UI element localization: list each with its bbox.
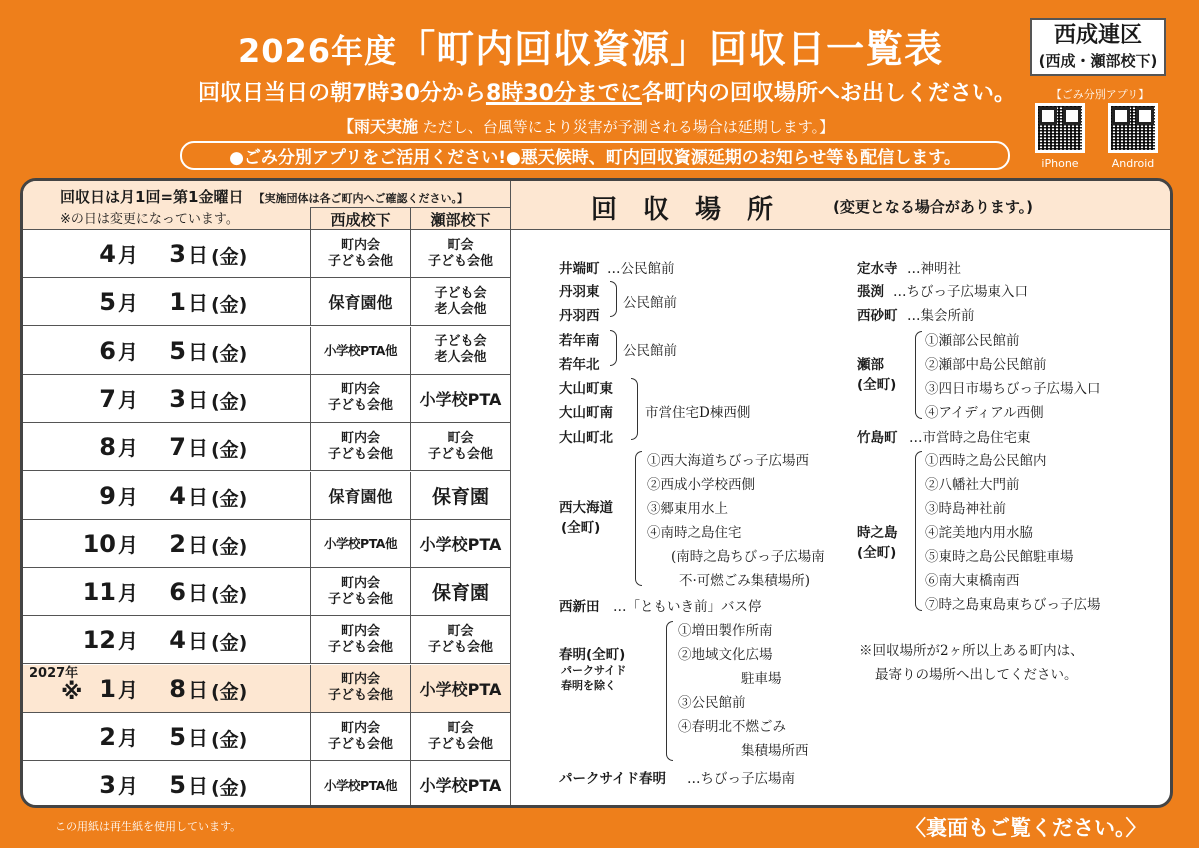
weekday: (金) <box>211 294 248 317</box>
weekday: (金) <box>211 342 248 365</box>
day: 2 日 <box>169 529 208 558</box>
locations-note: (変更となる場合があります。) <box>833 198 1034 216</box>
year-label: 2027年 <box>29 665 79 681</box>
table-row <box>23 327 510 375</box>
month: 10 月 <box>82 529 138 558</box>
day: 4 日 <box>169 626 208 655</box>
month: 9 月 <box>99 481 138 510</box>
locations-header <box>511 181 1173 230</box>
weekday: (金) <box>211 390 248 413</box>
weekday: (金) <box>211 632 248 655</box>
qr-code-icon[interactable] <box>1108 103 1158 153</box>
day: 5 日 <box>169 336 208 365</box>
table-row <box>23 761 510 808</box>
table-row <box>23 665 510 713</box>
sebe-group: 小学校PTA <box>410 665 510 712</box>
day: 8 日 <box>169 674 208 703</box>
main-card: 回収日は月1回=第1金曜日 【実施団体は各ご町内へご確認ください。】 ※の日は変更になっています。 西成校下 瀬部校下 4 月 3 日 (金) 町内会 子ども会他 町会 子ども会他 5 月 1 日 (金) 保育園他 子ども会 老人会他 6 月 5 日 (金) 小学校PTA他 子ども会 老人会他 7 月 3 日 (金) 町内会 子ども会他 小学校PTA 8 月 7 日 (金) 町内会 子ども会他 町会 子ども会他 9 月 4 日 (金) 保育園他 保育園 10 月 2 日 (金) 小学校PTA他 小学校PTA 11 月 6 日 (金) 町内会 子ども会他 保育園 12 月 4 日 (金) 町内会 子ども会他 町会 子ども会他 2027年 ※ 1 月 8 日 (金) 町内会 子ども会他 小学校PTA 2 月 5 日 (金) 町内会 子ども会他 町会 子ども会他 3 月 5 日 (金) 小学校PTA他 小学校PTA 回収場所 (変更となる場合があります。) 井端町 …公民館前 丹羽東 丹羽西 公民館前 若年南 若年北 公民館前 大山町東 大山町南 大山町北 市営住宅D棟西側 西大海道 (全町) ①西大海道ちびっ子広場西 ②西成小学校西側 ③郷東用水上 ④南時之島住宅 (南時之島ちびっ子広場南 不·可燃ごみ集積場所) 西新田 …「ともいき前」バス停 春明(全町) パークサイド 春明を除く ①増田製作所南 ②地域文化広場 駐車場 ③公民館前 ④春明北不燃ごみ 集積場所西 パークサイド春明 …ちびっ子広場南 定水寺 …神明社 張渕 …ちびっ子広場東入口 西砂町 …集会所前 瀬部 (全町) ①瀬部公民館前 ②瀬部中島公民館前 ③四日市場ちびっ子広場入口 ④アイディアル西側 竹島町 …市営時之島住宅東 時之島 (全町) ①西時之島公民館内 ②八幡社大門前 ③時島神社前 ④詫美地内用水脇 ⑤東時之島公民館駐車場 ⑥南大東橋南西 ⑦時之島東島東ちびっ子広場 ※回収場所が2ヶ所以上ある町内は、 最寄りの場所へ出してください。 <box>20 178 1173 808</box>
day: 4 日 <box>169 481 208 510</box>
nishinari-group: 町内会 子ども会他 <box>310 616 410 663</box>
nishinari-group: 保育園他 <box>310 278 410 325</box>
app-label: 【ごみ分別アプリ】 <box>1050 88 1150 101</box>
day: 6 日 <box>169 578 208 607</box>
recycled-paper-note: この用紙は再生紙を使用しています。 <box>55 820 242 833</box>
page-title: 2026年度「町内回収資源」回収日一覧表 <box>238 27 944 71</box>
table-row <box>23 278 510 326</box>
col-header-sebe: 瀬部校下 <box>410 207 510 230</box>
day: 3 日 <box>169 384 208 413</box>
qr-code-icon[interactable] <box>1035 103 1085 153</box>
sebe-group: 小学校PTA <box>410 761 510 808</box>
month: 11 月 <box>82 578 138 607</box>
month: 2 月 <box>99 723 138 751</box>
month: 1 月 <box>99 674 138 703</box>
col-header-nishinari: 西成校下 <box>310 207 410 230</box>
table-row <box>23 568 510 616</box>
nishinari-group: 町内会 子ども会他 <box>310 713 410 760</box>
divider <box>510 181 511 805</box>
sebe-group: 小学校PTA <box>410 520 510 567</box>
android-label: Android <box>1111 157 1155 170</box>
sebe-group: 町会 子ども会他 <box>410 423 510 470</box>
nishinari-group: 小学校PTA他 <box>310 520 410 567</box>
table-row <box>23 472 510 520</box>
weekday: (金) <box>211 777 248 800</box>
weekday: (金) <box>211 584 248 607</box>
district-box <box>1030 18 1166 76</box>
month: 8 月 <box>99 433 138 462</box>
sebe-group: 小学校PTA <box>410 375 510 422</box>
nishinari-group: 町内会 子ども会他 <box>310 665 410 712</box>
iphone-label: iPhone <box>1041 157 1079 170</box>
weekday: (金) <box>211 487 248 510</box>
table-row <box>23 423 510 471</box>
weekday: (金) <box>211 439 248 462</box>
nishinari-group: 小学校PTA他 <box>310 761 410 808</box>
day: 5 日 <box>169 723 208 751</box>
month: 3 月 <box>99 771 138 800</box>
nishinari-group: 町内会 子ども会他 <box>310 375 410 422</box>
weekday: (金) <box>211 680 248 703</box>
locations-title: 回収場所 <box>591 195 800 225</box>
day: 1 日 <box>169 288 208 317</box>
changed-mark: ※ <box>61 679 83 705</box>
district-sub: (西成・瀬部校下) <box>1038 52 1158 70</box>
multi-location-note: ※回収場所が2ヶ所以上ある町内は、 <box>859 643 1084 659</box>
schedule-header: 回収日は月1回=第1金曜日 【実施団体は各ご町内へご確認ください。】 ※の日は変更になっています。 西成校下 瀬部校下 <box>23 181 510 230</box>
nishinari-group: 町内会 子ども会他 <box>310 230 410 277</box>
nishinari-group: 小学校PTA他 <box>310 327 410 374</box>
sebe-group: 子ども会 老人会他 <box>410 327 510 374</box>
sebe-group: 保育園 <box>410 472 510 519</box>
day: 3 日 <box>169 240 208 268</box>
day: 5 日 <box>169 771 208 800</box>
weekday: (金) <box>211 246 248 268</box>
weekday: (金) <box>211 729 248 751</box>
month: 4 月 <box>99 240 138 268</box>
nishinari-group: 保育園他 <box>310 472 410 519</box>
weekday: (金) <box>211 535 248 558</box>
table-row <box>23 713 510 761</box>
nishinari-group: 町内会 子ども会他 <box>310 568 410 615</box>
day: 7 日 <box>169 433 208 462</box>
table-row <box>23 375 510 423</box>
table-row <box>23 520 510 568</box>
table-row <box>23 616 510 664</box>
month: 7 月 <box>99 384 138 413</box>
month: 5 月 <box>99 288 138 317</box>
month: 12 月 <box>82 626 138 655</box>
sebe-group: 町会 子ども会他 <box>410 230 510 277</box>
table-row <box>23 230 510 278</box>
sebe-group: 町会 子ども会他 <box>410 616 510 663</box>
rain-notice: 【雨天実施 ただし、台風等により災害が予測される場合は延期します。】 <box>338 117 835 136</box>
see-reverse-note: 〈裏面もご覧ください。〉 <box>905 816 1147 840</box>
month: 6 月 <box>99 336 138 365</box>
collection-time-notice: 回収日当日の朝7時30分から8時30分までに各町内の回収場所へお出しください。 <box>198 81 1016 106</box>
district-name: 西成連区 <box>1053 23 1142 48</box>
sebe-group: 子ども会 老人会他 <box>410 278 510 325</box>
schedule-table <box>23 181 510 805</box>
sebe-group: 町会 子ども会他 <box>410 713 510 760</box>
nishinari-group: 町内会 子ども会他 <box>310 423 410 470</box>
sebe-group: 保育園 <box>410 568 510 615</box>
app-notice-banner: ●ごみ分別アプリをご活用ください!●悪天候時、町内回収資源延期のお知らせ等も配信します。 <box>180 141 1010 170</box>
